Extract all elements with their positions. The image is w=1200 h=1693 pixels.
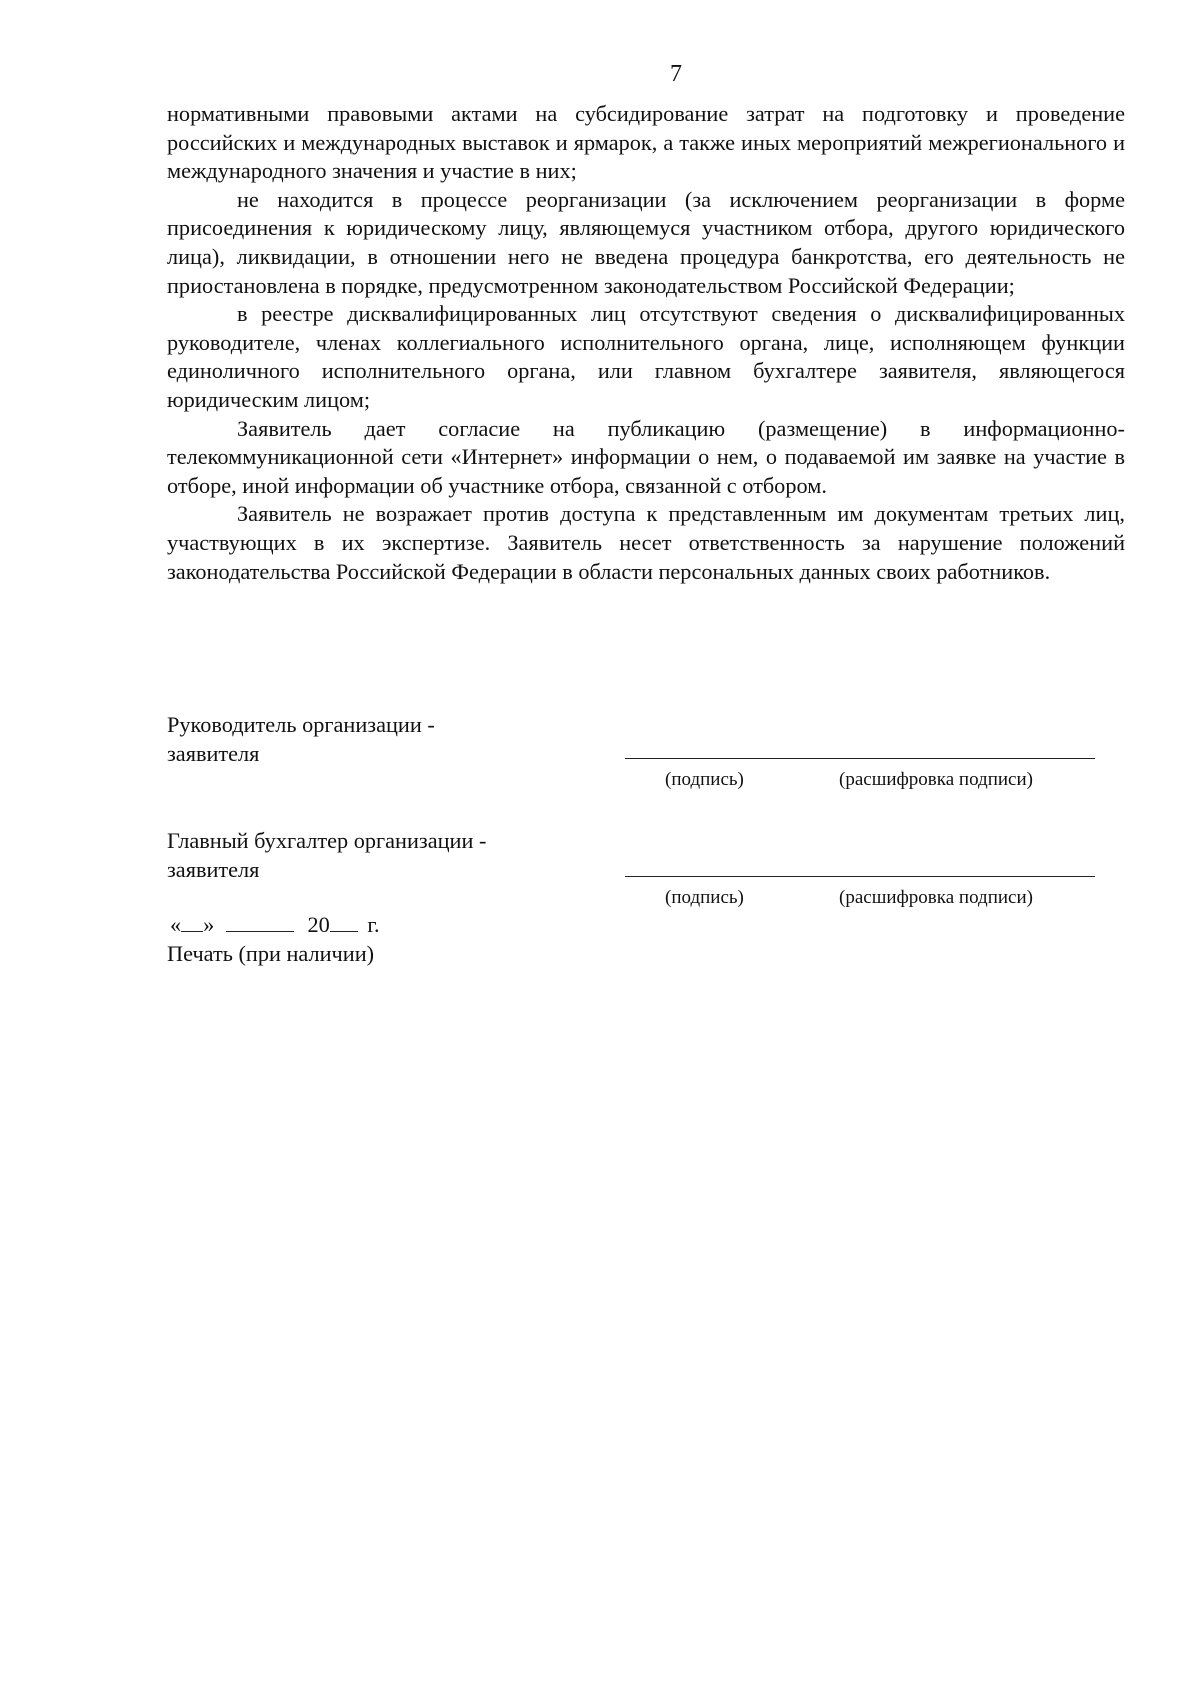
signature-role-line: Главный бухгалтер организации -: [167, 828, 487, 853]
paragraph: нормативными правовыми актами на субсидирование затрат на подготовку и проведение российских и международных выставок и ярмарок, а также иных мероприятий межрегионального и международного значения и участие в них;: [167, 101, 1125, 184]
month-blank: [226, 911, 294, 932]
date-line: [170, 911, 380, 939]
year-blank: [330, 911, 358, 932]
signature-role: [167, 826, 587, 884]
signature-role-line: заявителя: [167, 741, 260, 766]
page-number: 7: [670, 61, 682, 87]
paragraph: не находится в процессе реорганизации (за исключением реорганизации в форме присоединения к юридическому лицу, являющемуся участником отбора, другого юридического лица), ликвидации, в отношении него не введена процедура банкротства, его деятельность не приостановлена в порядке, предусмотренном законодательством Российской Федерации;: [167, 186, 1125, 298]
paragraph: в реестре дисквалифицированных лиц отсутствуют сведения о дисквалифицированных руководителе, членах коллегиального исполнительного органа, лице, исполняющем функции единоличного исполнительного органа, или главном бухгалтере заявителя, являющегося юридическим лицом;: [167, 301, 1125, 412]
signature-line: [625, 876, 1095, 877]
signature-block-head: [0, 710, 1200, 810]
signature-decode-caption: (расшифровка подписи): [839, 887, 1033, 908]
day-blank: [181, 911, 203, 932]
stamp-note: Печать (при наличии): [167, 941, 375, 966]
paragraph: Заявитель дает согласие на публикацию (размещение) в информационно-телекоммуникационной сети «Интернет» информации о нем, о подаваемой им заявке на участие в отборе, иной информации об участнике отбора, связанной с отбором.: [167, 415, 1125, 498]
signature-role-line: Руководитель организации -: [167, 712, 435, 737]
year-suffix: г.: [367, 912, 380, 937]
date-close-quote: »: [203, 912, 215, 937]
signature-line: [625, 758, 1095, 759]
signature-role-line: заявителя: [167, 857, 260, 882]
paragraph: Заявитель не возражает против доступа к представленным им документам третьих лиц, участвующих в их экспертизе. Заявитель несет ответственность за нарушение положений законодательства Российской Федерации в области персональных данных своих работников.: [167, 501, 1125, 584]
year-prefix: 20: [307, 912, 330, 937]
signature-role: [167, 710, 587, 768]
signature-decode-caption: (расшифровка подписи): [839, 769, 1033, 790]
document-body: [167, 100, 1125, 586]
signature-caption: (подпись): [665, 769, 744, 790]
date-open-quote: «: [170, 912, 182, 937]
signature-caption: (подпись): [665, 887, 744, 908]
